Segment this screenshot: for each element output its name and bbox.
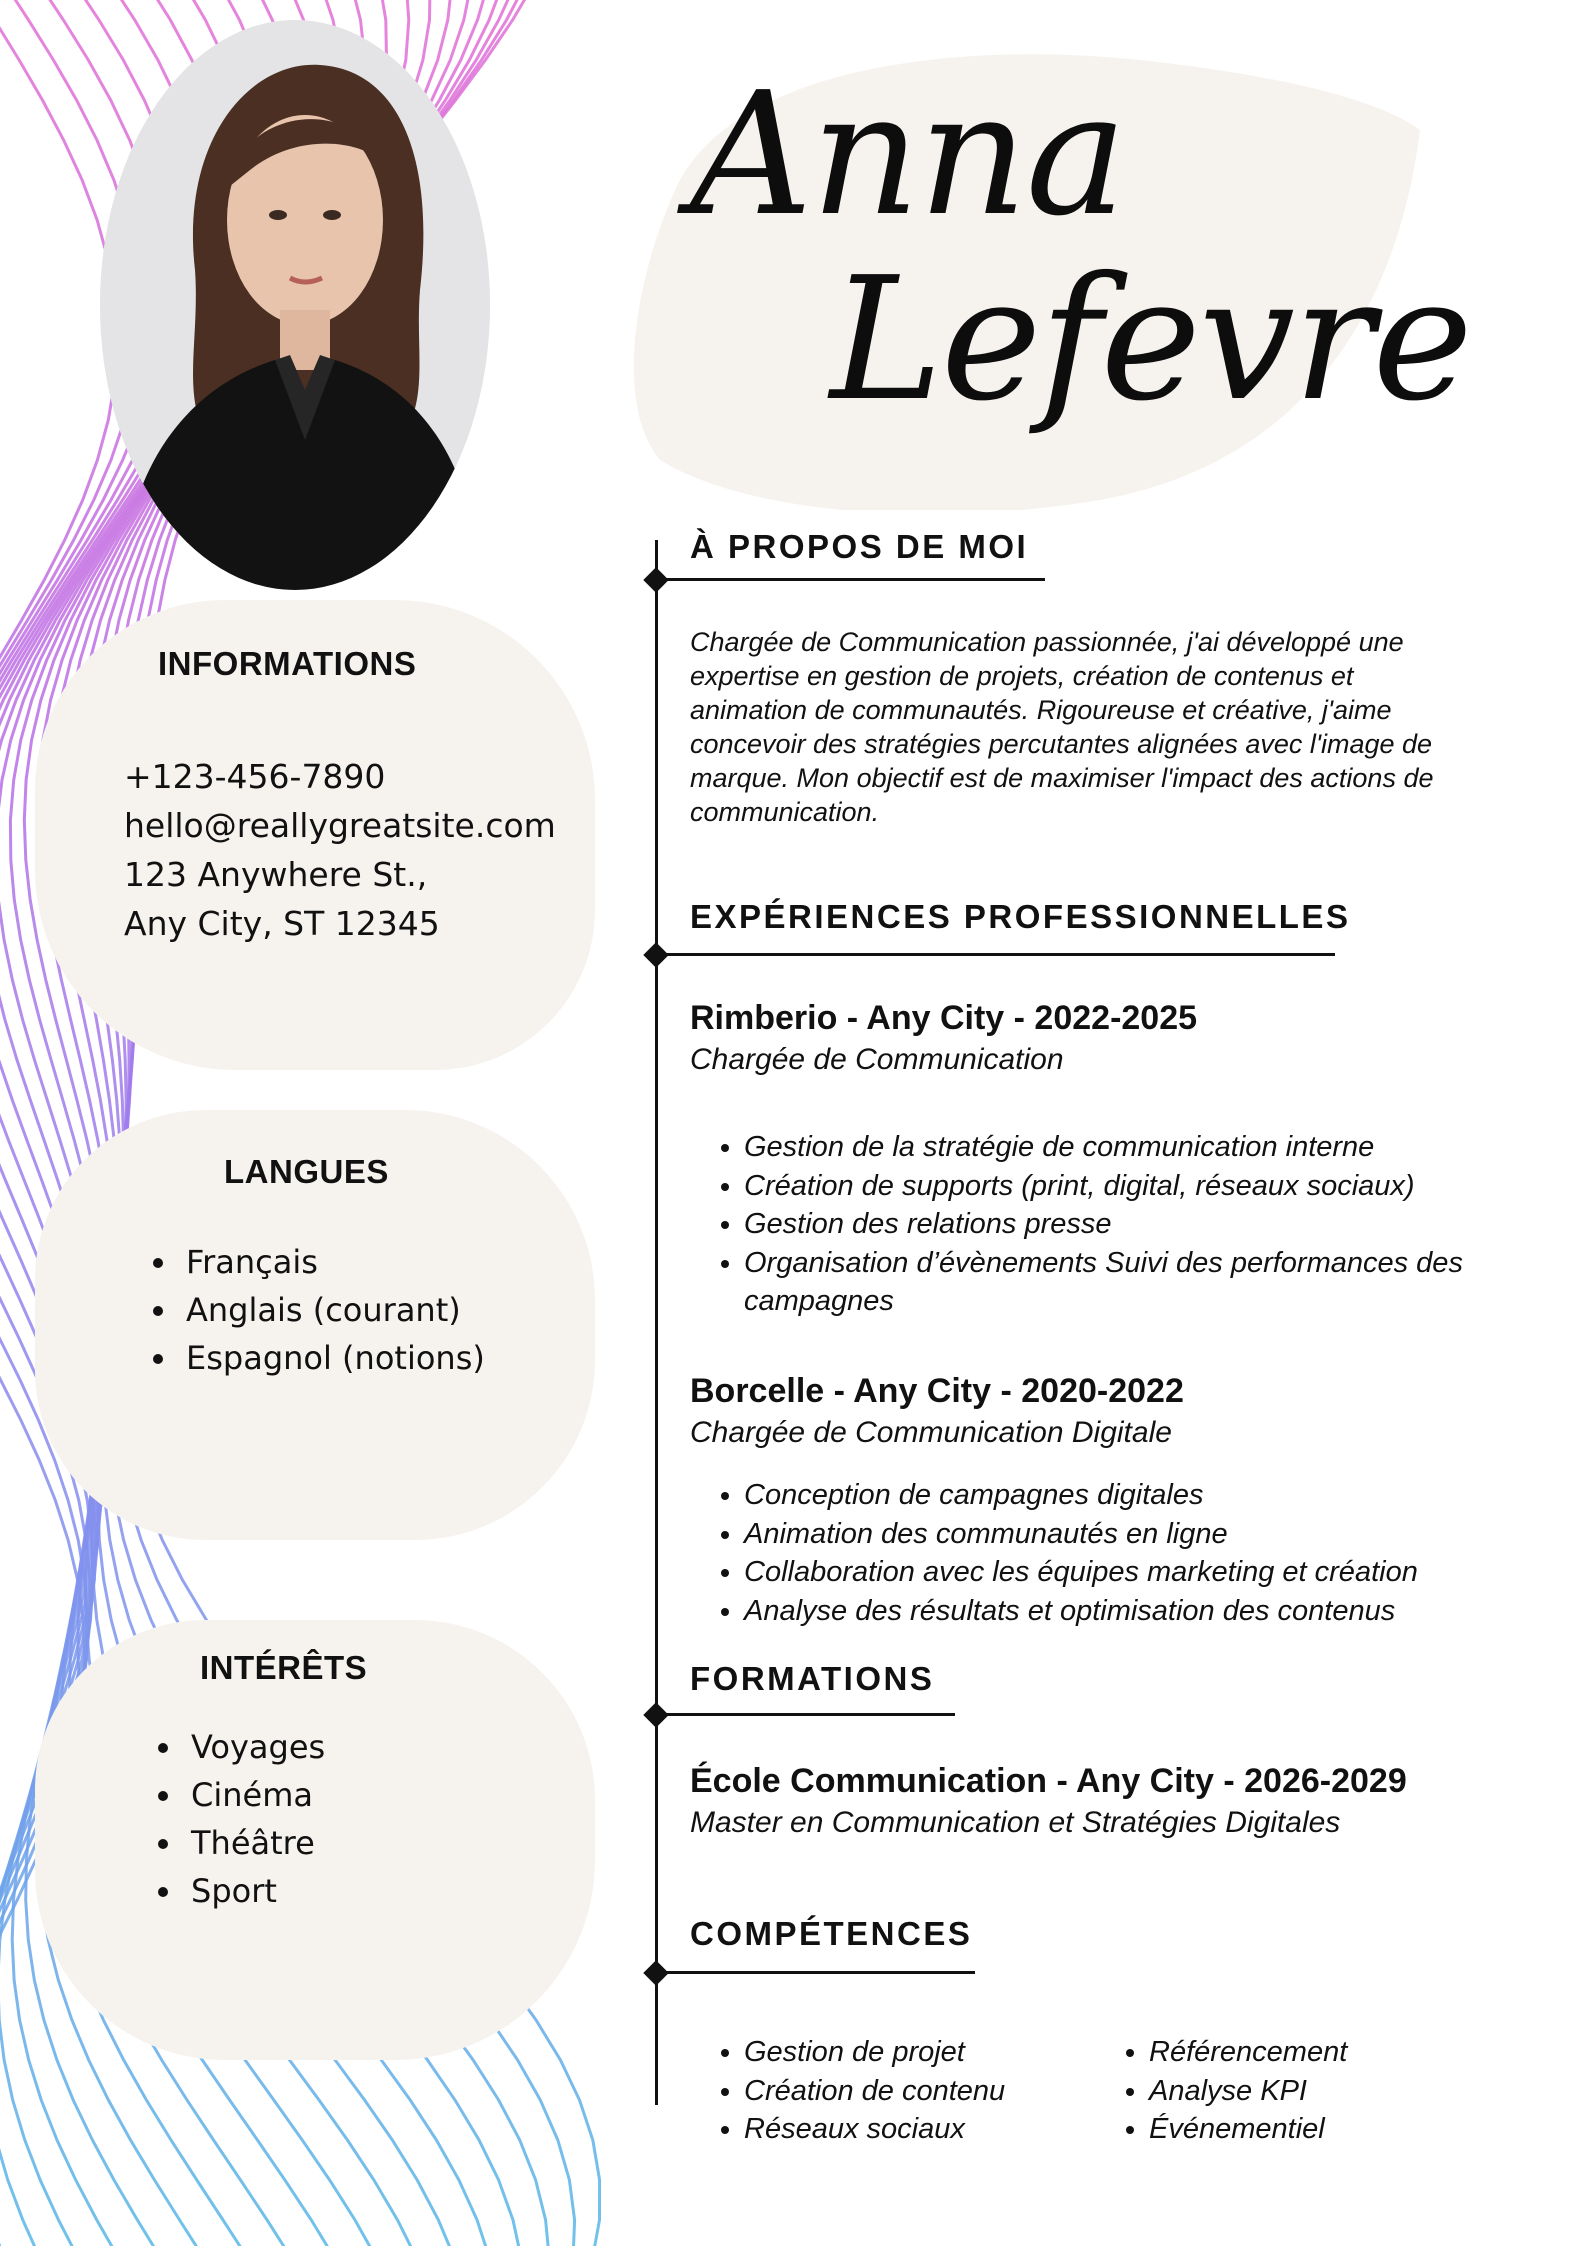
list-item: • Organisation d’évènements Suivi des performances des campagnes	[744, 1244, 1504, 1321]
about-text: Chargée de Communication passionnée, j'ai développé une expertise en gestion de projets, création de contenus et animation de communautés. Rigoureuse et créative, j'aime concevoir des stratégies percutantes alignées avec l'image de marque. Mon objectif est de maximiser l'impact des actions de communication.	[690, 627, 1434, 827]
list-item: • Gestion de projet	[744, 2033, 1005, 2072]
interets-list	[135, 1723, 325, 1915]
list-item: • Collaboration avec les équipes marketing et création	[744, 1553, 1544, 1592]
competences-list-2	[1095, 2033, 1347, 2149]
timeline-line	[655, 540, 658, 2105]
list-item: • Théâtre	[185, 1819, 325, 1867]
experiences-rule	[655, 953, 1335, 956]
address-line-2: Any City, ST 12345	[124, 904, 440, 943]
job-heading: Rimberio - Any City - 2022-2025	[690, 999, 1198, 1037]
list-item: • Cinéma	[185, 1771, 325, 1819]
list-item: • Gestion de la stratégie de communication interne	[744, 1128, 1504, 1167]
job-role: Chargée de Communication	[690, 1043, 1064, 1076]
list-item: • Analyse KPI	[1149, 2072, 1347, 2111]
langues-title: LANGUES	[224, 1153, 389, 1190]
informations-title: INFORMATIONS	[158, 645, 417, 682]
job-role: Chargée de Communication Digitale	[690, 1416, 1172, 1449]
profile-photo	[100, 20, 490, 590]
last-name: Lefevre	[830, 241, 1471, 439]
formations-rule	[655, 1713, 955, 1716]
formations-title: FORMATIONS	[690, 1660, 935, 1697]
list-item: • Anglais (courant)	[180, 1286, 485, 1334]
list-item: • Espagnol (notions)	[180, 1334, 485, 1382]
job-bullets	[690, 1476, 1544, 1630]
job-bullets	[690, 1128, 1504, 1321]
portrait-illustration	[100, 20, 490, 590]
about-title: À PROPOS DE MOI	[690, 528, 1029, 565]
phone-number: +123-456-7890	[124, 757, 386, 796]
list-item: • Création de contenu	[744, 2072, 1005, 2111]
list-item: • Conception de campagnes digitales	[744, 1476, 1544, 1515]
list-item: • Création de supports (print, digital, réseaux sociaux)	[744, 1167, 1504, 1206]
experiences-title: EXPÉRIENCES PROFESSIONNELLES	[690, 898, 1351, 935]
interets-title: INTÉRÊTS	[200, 1649, 368, 1686]
list-item: • Analyse des résultats et optimisation des contenus	[744, 1592, 1544, 1631]
contact-block	[124, 752, 556, 948]
list-item: • Gestion des relations presse	[744, 1205, 1504, 1244]
list-item: • Événementiel	[1149, 2110, 1347, 2149]
list-item: • Animation des communautés en ligne	[744, 1515, 1544, 1554]
competences-rule	[655, 1971, 975, 1974]
job-heading: Borcelle - Any City - 2020-2022	[690, 1372, 1184, 1410]
list-item: • Réseaux sociaux	[744, 2110, 1005, 2149]
langues-list	[130, 1238, 485, 1382]
address-line-1: 123 Anywhere St.,	[124, 855, 428, 894]
formation-degree: Master en Communication et Stratégies Digitales	[690, 1806, 1341, 1839]
formation-heading: École Communication - Any City - 2026-2029	[690, 1762, 1407, 1800]
email-address: hello@reallygreatsite.com	[124, 806, 556, 845]
competences-title: COMPÉTENCES	[690, 1915, 973, 1952]
first-name: Anna	[690, 56, 1126, 254]
list-item: • Français	[180, 1238, 485, 1286]
list-item: • Sport	[185, 1867, 325, 1915]
about-rule	[655, 578, 1045, 581]
list-item: • Voyages	[185, 1723, 325, 1771]
list-item: • Référencement	[1149, 2033, 1347, 2072]
competences-list-1	[690, 2033, 1005, 2149]
